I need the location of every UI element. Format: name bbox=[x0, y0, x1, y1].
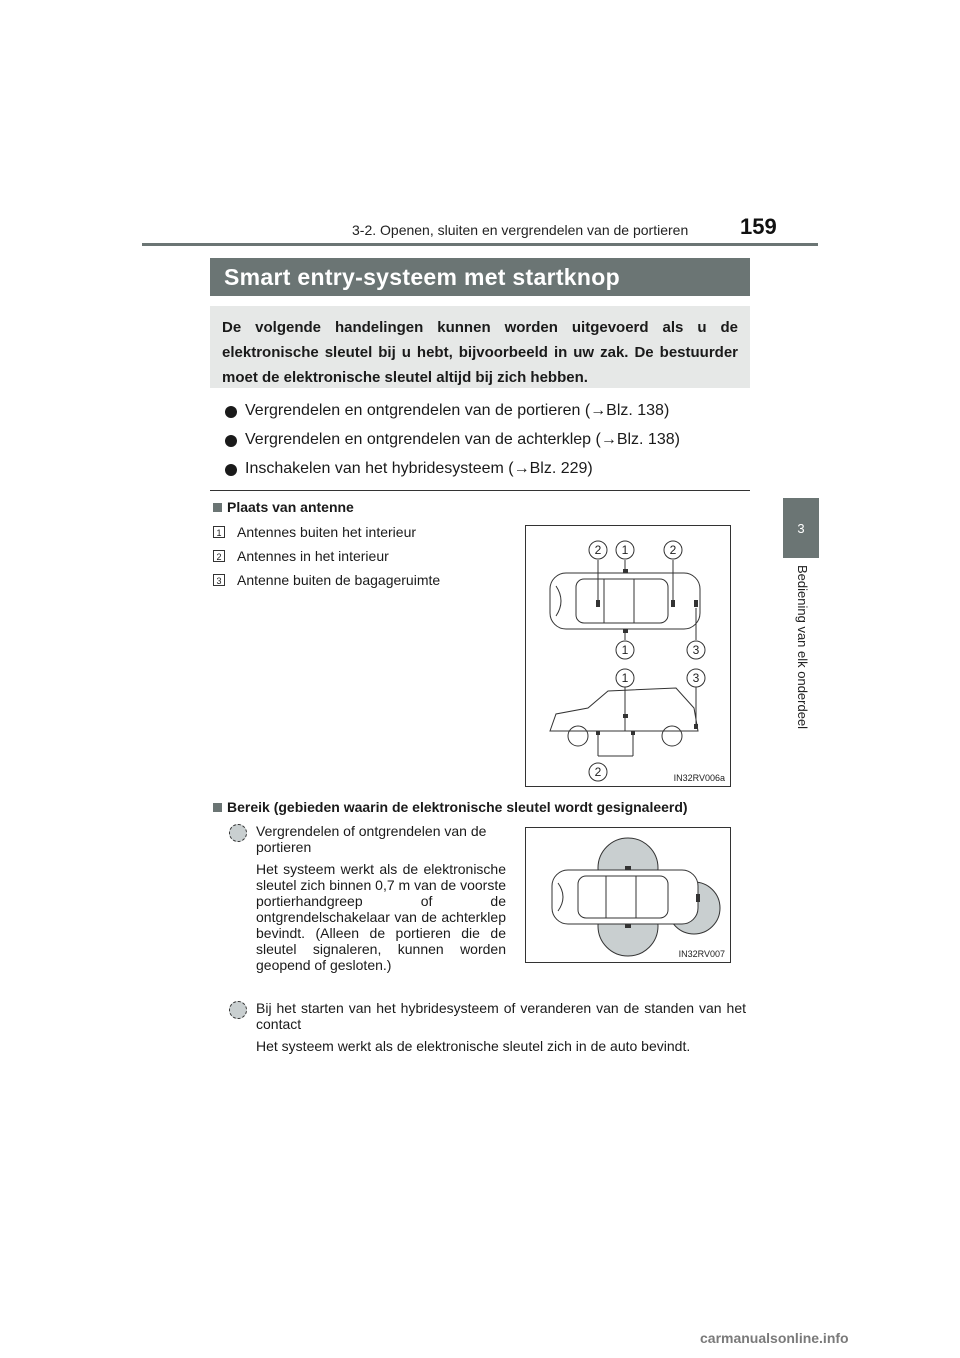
list-item-text: Vergrendelen en ontgrendelen van de achterklep (→Blz. 138) bbox=[245, 431, 680, 448]
callout-number: 2 bbox=[594, 765, 602, 779]
range-diagram bbox=[526, 828, 730, 962]
callout-number: 1 bbox=[621, 543, 629, 557]
list-item-text: Vergrendelen en ontgrendelen van de portieren (→Blz. 138) bbox=[245, 402, 670, 419]
chapter-label: Bediening van elk onderdeel bbox=[795, 565, 810, 730]
bullet-icon bbox=[225, 435, 237, 447]
antenna-marker bbox=[694, 724, 698, 729]
range-item-body: Het systeem werkt als de elektronische sleutel zich in de auto bevindt. bbox=[256, 1038, 691, 1054]
feature-list bbox=[225, 402, 745, 489]
list-item-text: Antennes in het interieur bbox=[237, 548, 389, 564]
callout-number: 2 bbox=[594, 543, 602, 557]
antenna-marker bbox=[596, 731, 600, 735]
square-bullet-icon bbox=[213, 803, 222, 812]
figure-code: IN32RV007 bbox=[678, 949, 725, 959]
list-item-text: Antenne buiten de bagageruimte bbox=[237, 572, 441, 588]
number-badge: 1 bbox=[213, 526, 225, 538]
callout-number: 3 bbox=[692, 643, 700, 657]
range-item-doors bbox=[256, 823, 506, 979]
antenna-marker bbox=[623, 629, 628, 633]
page-title bbox=[210, 258, 750, 296]
car-side-wheel bbox=[568, 726, 588, 746]
callout-number: 2 bbox=[669, 543, 677, 557]
range-item-title: Vergrendelen of ontgrendelen van de portieren bbox=[256, 823, 487, 855]
detection-range-figure bbox=[525, 827, 731, 963]
car-top-cabin bbox=[576, 579, 668, 623]
callout-number: 1 bbox=[621, 671, 629, 685]
antenna-marker bbox=[623, 714, 628, 718]
list-item bbox=[213, 544, 503, 568]
section-divider bbox=[210, 490, 750, 491]
figure-code: IN32RV006a bbox=[673, 773, 725, 783]
antenna-location-figure bbox=[525, 525, 731, 787]
antenna-marker bbox=[625, 924, 631, 928]
list-item bbox=[213, 568, 503, 592]
chapter-number: 3 bbox=[797, 520, 805, 536]
list-item bbox=[225, 402, 745, 431]
bullet-icon bbox=[225, 464, 237, 476]
section-header: 3-2. Openen, sluiten en vergrendelen van de portieren bbox=[352, 222, 689, 238]
list-item bbox=[225, 431, 745, 460]
antenna-marker bbox=[623, 569, 628, 573]
range-heading-text: Bereik (gebieden waarin de elektronische sleutel wordt gesignaleerd) bbox=[227, 799, 688, 815]
intro-box: De volgende handelingen kunnen worden uitgevoerd als u de elektronische sleutel bij u hebt, bijvoorbeeld in uw zak. De bestuurder moet de elektronische sleutel altijd bij zich hebben. bbox=[210, 306, 750, 388]
antenna-marker bbox=[625, 866, 631, 870]
range-heading bbox=[213, 799, 688, 815]
list-item-text: Inschakelen van het hybridesysteem (→Blz. 229) bbox=[245, 460, 593, 477]
header-rule bbox=[142, 243, 818, 246]
car-top-cabin bbox=[578, 876, 668, 918]
range-item-title: Bij het starten van het hybridesysteem of veranderen van de standen van het contact bbox=[256, 1000, 746, 1032]
square-bullet-icon bbox=[213, 503, 222, 512]
page-title-text: Smart entry-systeem met startknop bbox=[224, 263, 620, 290]
range-zone-icon bbox=[229, 1001, 247, 1019]
range-item-body: Het systeem werkt als de elektronische sleutel zich binnen 0,7 m van de voorste portierhandgreep of de ontgrendelschakelaar van de achterklep bevindt. (Alleen de portieren die de sleutel signaleren, kunnen worden geopend of gesloten.) bbox=[256, 861, 506, 973]
antenna-marker bbox=[671, 600, 675, 607]
range-zone-icon bbox=[229, 824, 247, 842]
bullet-icon bbox=[225, 406, 237, 418]
car-top-windshield bbox=[556, 586, 561, 616]
car-side-body bbox=[550, 688, 698, 731]
chapter-tab bbox=[783, 498, 819, 558]
car-side-wheel bbox=[662, 726, 682, 746]
list-item-text: Antennes buiten het interieur bbox=[237, 524, 417, 540]
antenna-legend bbox=[213, 520, 503, 592]
antenna-heading bbox=[213, 499, 354, 515]
callout-number: 3 bbox=[692, 671, 700, 685]
antenna-marker bbox=[596, 600, 600, 607]
number-badge: 3 bbox=[213, 574, 225, 586]
antenna-marker bbox=[694, 600, 698, 607]
list-item bbox=[213, 520, 503, 544]
antenna-marker bbox=[631, 731, 635, 735]
callout-number: 1 bbox=[621, 643, 629, 657]
car-diagram bbox=[526, 526, 730, 786]
antenna-heading-text: Plaats van antenne bbox=[227, 499, 354, 515]
car-top-body bbox=[550, 573, 700, 629]
watermark: carmanualsonline.info bbox=[700, 1330, 849, 1346]
range-item-start bbox=[256, 1000, 746, 1060]
number-badge: 2 bbox=[213, 550, 225, 562]
antenna-marker bbox=[696, 894, 700, 902]
list-item bbox=[225, 460, 745, 489]
page-number: 159 bbox=[740, 214, 777, 239]
